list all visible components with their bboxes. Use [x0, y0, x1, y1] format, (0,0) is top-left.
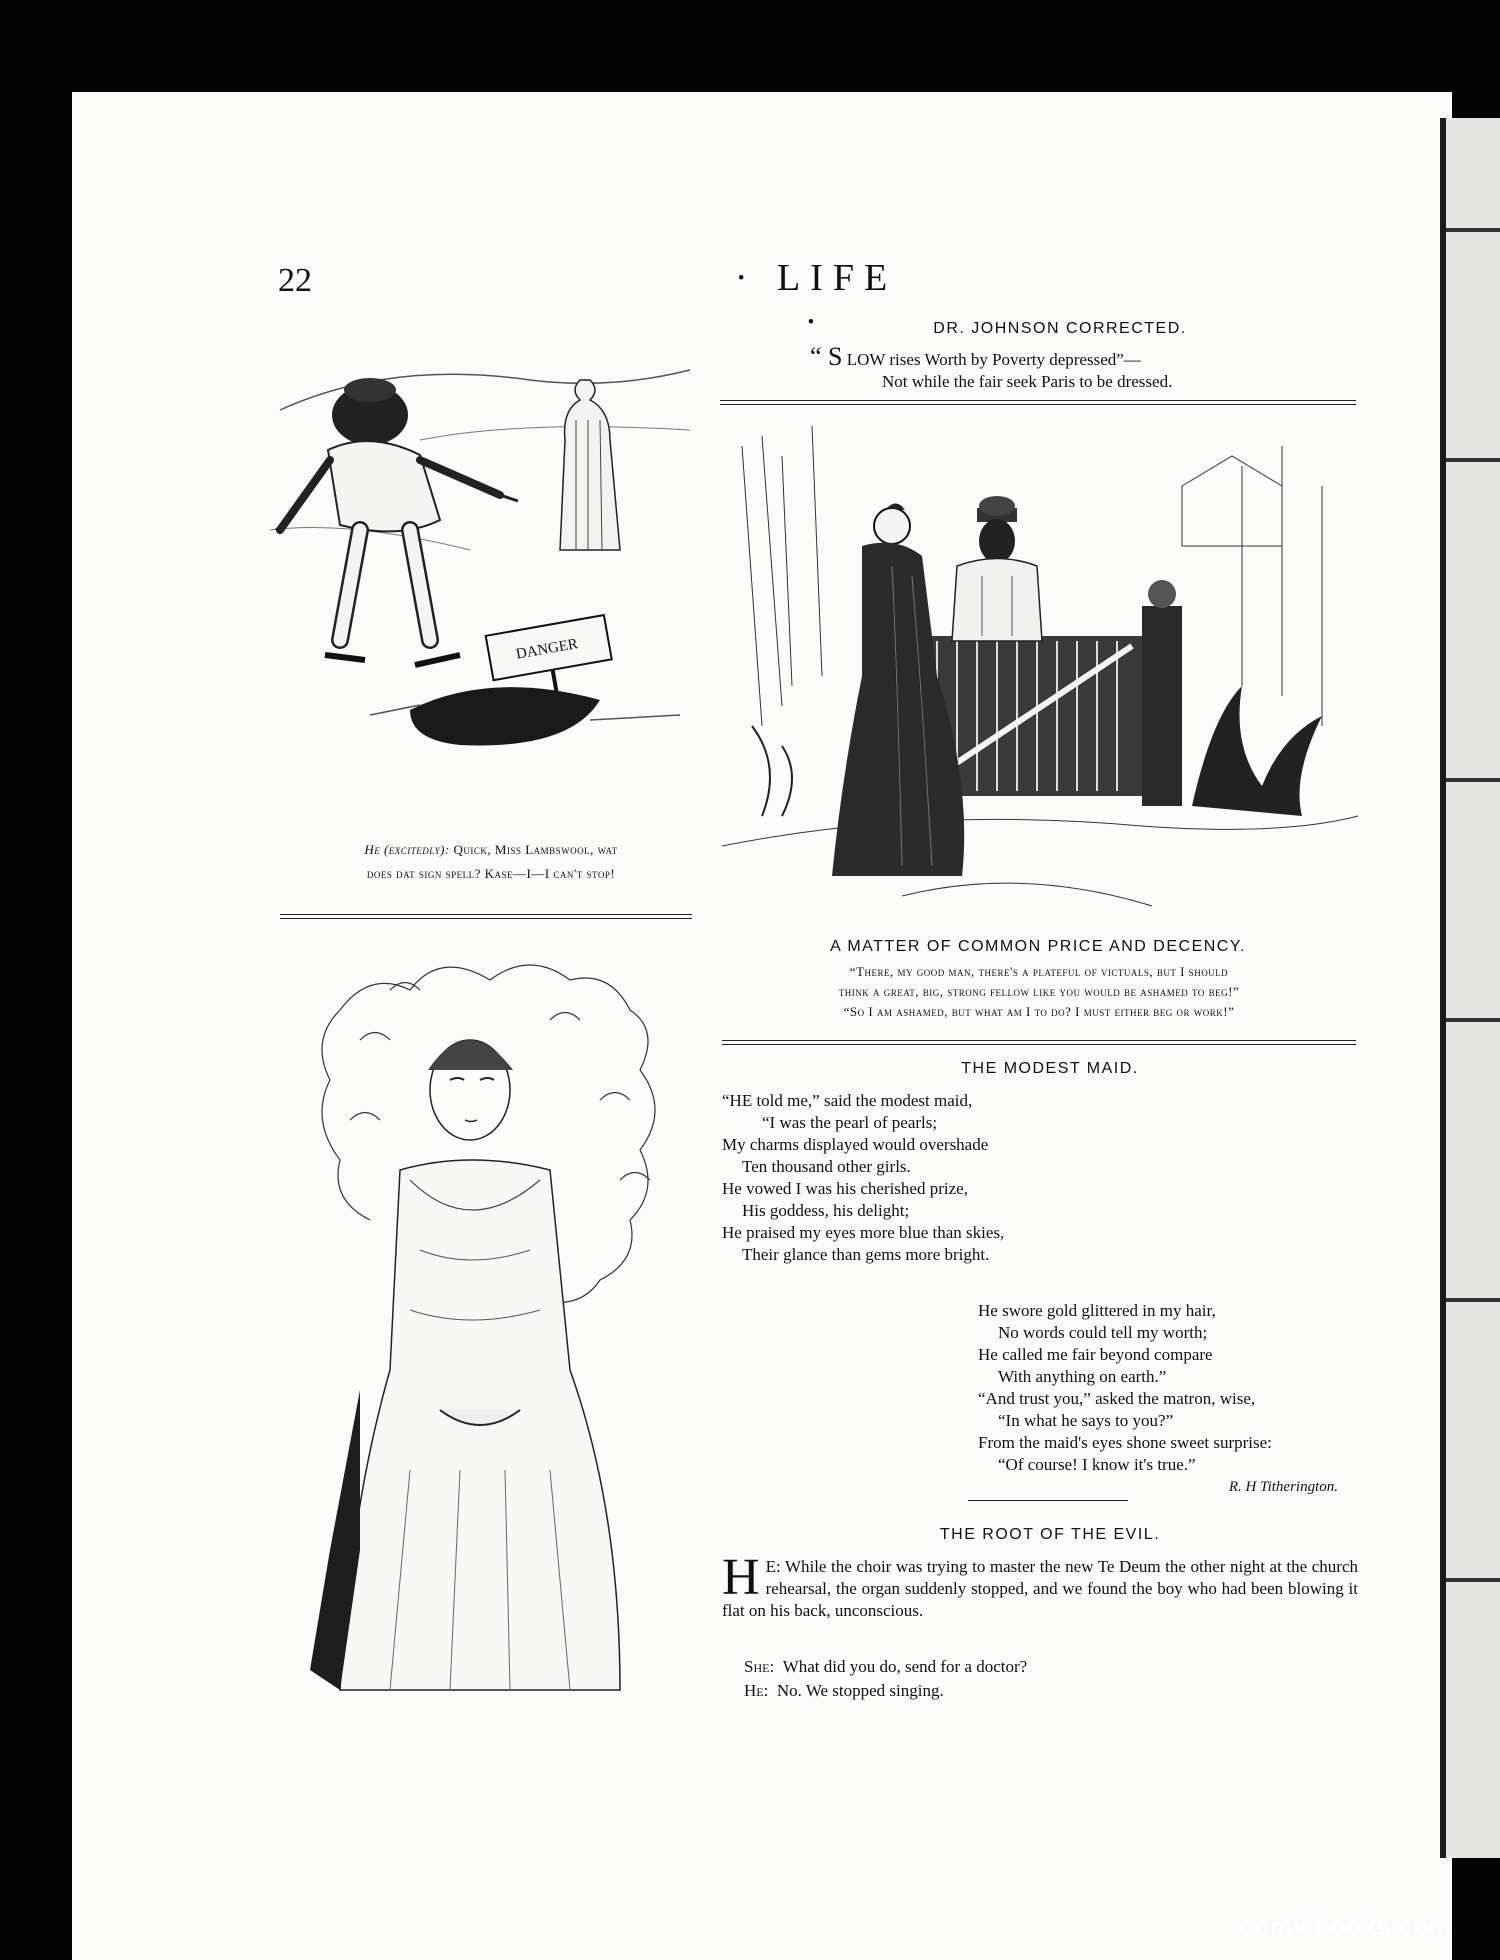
- stanza1-line: Their glance than gems more bright.: [742, 1245, 990, 1264]
- girl-illustration: [300, 950, 700, 1710]
- gate-line3: “So I am ashamed, but what am I to do? I must either beg or work!”: [843, 1004, 1235, 1019]
- gate-line2: think a great, big, strong fellow like you would be ashamed to beg!”: [838, 984, 1240, 999]
- section-divider: [722, 1040, 1356, 1045]
- skater-caption-lead: He (excitedly):: [364, 842, 450, 857]
- stanza2-line: He called me fair beyond compare: [978, 1345, 1213, 1364]
- site-watermark: comicbooks.com: [1239, 1911, 1452, 1941]
- root-evil-para: E: While the choir was trying to master the new Te Deum the other night at the church rehearsal, the organ suddenly stopped, and we found the boy who had been blowing it flat on his back, unconscious.: [722, 1557, 1358, 1620]
- gate-caption: [718, 962, 1360, 1022]
- stanza2-line: “And trust you,” asked the matron, wise,: [978, 1389, 1256, 1408]
- root-evil-she: [744, 1656, 1344, 1678]
- stanza2-line: “Of course! I know it's true.”: [998, 1455, 1196, 1474]
- johnson-line1: LOW rises Worth by Poverty depressed”—: [846, 350, 1141, 369]
- short-divider: [968, 1500, 1128, 1501]
- modest-maid-stanza-2: [978, 1300, 1358, 1498]
- he-label: He:: [744, 1681, 769, 1700]
- root-evil-title: THE ROOT OF THE EVIL.: [939, 1526, 1161, 1543]
- stanza1-line: He praised my eyes more blue than skies,: [722, 1223, 1005, 1242]
- johnson-open: “ S: [810, 342, 843, 371]
- page-number: 22: [278, 262, 312, 299]
- gate-title: A MATTER OF COMMON PRICE AND DECENCY.: [830, 938, 1246, 955]
- stanza2-line: From the maid's eyes shone sweet surprise:: [978, 1433, 1272, 1452]
- adjacent-page-edge: [1440, 118, 1500, 1858]
- root-evil-dropcap: H: [722, 1549, 760, 1606]
- stanza1-line: “HE told me,” said the modest maid,: [722, 1091, 973, 1110]
- she-label: She:: [744, 1657, 775, 1676]
- stanza1-line: My charms displayed would overshade: [722, 1135, 989, 1154]
- stanza1-line: His goddess, his delight;: [742, 1201, 910, 1220]
- she-line: What did you do, send for a doctor?: [782, 1657, 1028, 1676]
- he-line: No. We stopped singing.: [776, 1681, 944, 1700]
- stanza2-line: With anything on earth.”: [998, 1367, 1167, 1386]
- poem-author: R. H Titherington.: [1228, 1479, 1338, 1495]
- skater-caption-line1: Quick, Miss Lambswool, wat: [453, 842, 618, 857]
- johnson-verse: [810, 342, 1280, 393]
- root-evil-body: [722, 1549, 1358, 1622]
- modest-maid-title: THE MODEST MAID.: [961, 1060, 1139, 1077]
- modest-maid-stanza-1: [722, 1090, 1142, 1266]
- stanza1-line: Ten thousand other girls.: [742, 1157, 911, 1176]
- gate-line1: “There, my good man, there's a plateful of victuals, but I should: [849, 964, 1229, 979]
- stanza2-line: He swore gold glittered in my hair,: [978, 1301, 1216, 1320]
- stanza2-line: “In what he says to you?”: [998, 1411, 1174, 1430]
- skater-illustration: [270, 320, 700, 760]
- section-divider: [720, 400, 1356, 405]
- johnson-line2: Not while the fair seek Paris to be dressed.: [882, 372, 1173, 391]
- root-evil-he: [744, 1680, 1344, 1702]
- skater-caption: [276, 838, 706, 886]
- johnson-title: DR. JOHNSON CORRECTED.: [933, 320, 1187, 337]
- skater-caption-line2: does dat sign spell? Kase—I—I can't stop!: [366, 866, 616, 881]
- masthead-title: · LIFE ·: [734, 257, 898, 343]
- stanza1-line: “I was the pearl of pearls;: [762, 1113, 938, 1132]
- stanza1-line: He vowed I was his cherished prize,: [722, 1179, 968, 1198]
- section-divider: [280, 914, 692, 919]
- danger-sign-text: DANGER: [514, 636, 580, 663]
- stanza2-line: No words could tell my worth;: [998, 1323, 1208, 1342]
- gate-illustration: [722, 426, 1358, 912]
